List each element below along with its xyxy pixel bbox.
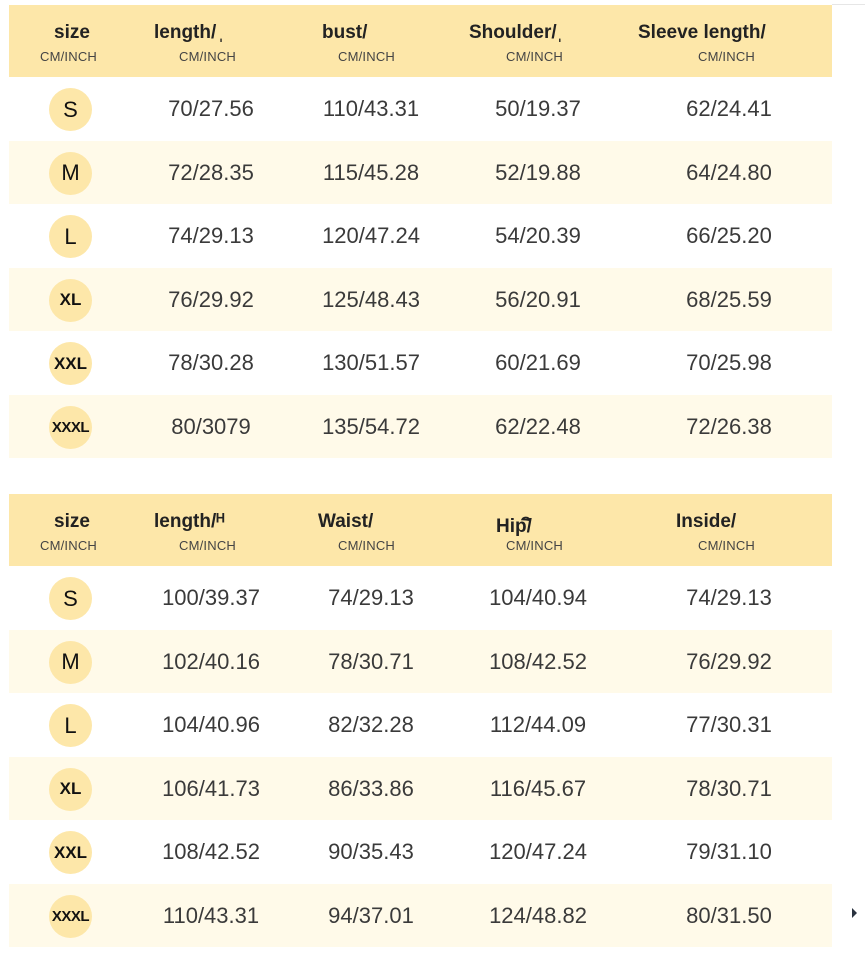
- play-arrow-icon[interactable]: [852, 908, 857, 918]
- header-label: Inside/: [676, 511, 737, 532]
- header-unit: CM/INCH: [506, 538, 564, 553]
- header-unit: CM/INCH: [338, 49, 396, 64]
- header-sleeve-length: [638, 5, 828, 77]
- hip-value: 112/44.09: [489, 712, 587, 737]
- table-row: [9, 693, 832, 757]
- sleeve-length-value: 68/25.59: [686, 286, 772, 312]
- table-row: [9, 331, 832, 395]
- header-label: Waist/: [318, 511, 374, 532]
- header-size: [9, 5, 129, 77]
- header-bust: [322, 5, 462, 77]
- length-value: 76/29.92: [168, 286, 254, 312]
- size-badge: L: [49, 704, 92, 747]
- sleeve-length-value: 70/25.98: [686, 350, 772, 375]
- length-value: 78/30.28: [168, 350, 254, 375]
- size-badge: XL: [49, 768, 92, 811]
- header-label: Sleeve length/: [638, 22, 766, 43]
- inside-value: 77/30.31: [686, 712, 772, 737]
- top-size-table: [9, 5, 832, 458]
- table-row: [9, 204, 832, 268]
- size-badge: S: [49, 577, 92, 620]
- table-row: [9, 757, 832, 821]
- size-badge: XXL: [49, 342, 92, 385]
- bottom-size-table: [9, 494, 832, 947]
- inside-value: 78/30.71: [686, 775, 772, 801]
- sleeve-length-value: 72/26.38: [686, 413, 772, 439]
- shoulder-value: 54/20.39: [495, 223, 581, 248]
- length-value: 102/40.16: [162, 648, 260, 674]
- size-badge: XXXL: [49, 406, 92, 449]
- header-unit: CM/INCH: [179, 538, 237, 553]
- waist-value: 86/33.86: [328, 775, 414, 801]
- table-row: [9, 77, 832, 141]
- hip-value: 116/45.67: [489, 775, 587, 801]
- bust-value: 130/51.57: [322, 350, 420, 375]
- size-badge: S: [49, 88, 92, 131]
- length-value: 70/27.56: [168, 96, 254, 121]
- header-length: [154, 5, 294, 77]
- waist-value: 94/37.01: [328, 902, 414, 928]
- length-value: 104/40.96: [162, 712, 260, 737]
- header-label: size: [54, 511, 90, 532]
- inside-value: 80/31.50: [686, 902, 772, 928]
- header-label: size: [54, 22, 90, 43]
- header-label: Hip/ิ: [496, 516, 532, 537]
- table-header: [9, 5, 832, 77]
- inside-value: 79/31.10: [686, 839, 772, 864]
- length-value: 72/28.35: [168, 159, 254, 185]
- header-length: [154, 494, 294, 566]
- header-shoulder: [469, 5, 619, 77]
- table-row: [9, 630, 832, 694]
- header-label: Shoulder/ˌ: [469, 22, 563, 43]
- table-row: [9, 268, 832, 332]
- waist-value: 82/32.28: [328, 712, 414, 737]
- hip-value: 120/47.24: [489, 839, 587, 864]
- table-row: [9, 820, 832, 884]
- length-value: 108/42.52: [162, 839, 260, 864]
- shoulder-value: 56/20.91: [495, 286, 581, 312]
- header-unit: CM/INCH: [40, 538, 98, 553]
- header-label: length/ ˌ: [154, 22, 225, 43]
- inside-value: 76/29.92: [686, 648, 772, 674]
- header-unit: CM/INCH: [40, 49, 98, 64]
- shoulder-value: 62/22.48: [495, 413, 581, 439]
- length-value: 100/39.37: [162, 585, 260, 610]
- header-unit: CM/INCH: [179, 49, 237, 64]
- length-value: 110/43.31: [162, 902, 260, 928]
- length-value: 106/41.73: [162, 775, 260, 801]
- shoulder-value: 50/19.37: [495, 96, 581, 121]
- table-row: [9, 884, 832, 948]
- hip-value: 124/48.82: [489, 902, 587, 928]
- size-badge: XL: [49, 279, 92, 322]
- bust-value: 110/43.31: [322, 96, 420, 121]
- header-waist: [318, 494, 458, 566]
- hip-value: 108/42.52: [489, 648, 587, 674]
- table-row: [9, 566, 832, 630]
- header-size: [9, 494, 129, 566]
- header-unit: CM/INCH: [698, 538, 756, 553]
- waist-value: 90/35.43: [328, 839, 414, 864]
- header-unit: CM/INCH: [698, 49, 756, 64]
- table-header: [9, 494, 832, 566]
- bust-value: 125/48.43: [322, 286, 420, 312]
- table-row: [9, 141, 832, 205]
- bust-value: 120/47.24: [322, 223, 420, 248]
- sleeve-length-value: 66/25.20: [686, 223, 772, 248]
- header-unit: CM/INCH: [506, 49, 564, 64]
- length-value: 74/29.13: [168, 223, 254, 248]
- sleeve-length-value: 64/24.80: [686, 159, 772, 185]
- size-badge: XXXL: [49, 895, 92, 938]
- header-hip: [496, 494, 636, 566]
- table-row: [9, 395, 832, 459]
- inside-value: 74/29.13: [686, 585, 772, 610]
- shoulder-value: 52/19.88: [495, 159, 581, 185]
- waist-value: 78/30.71: [328, 648, 414, 674]
- hip-value: 104/40.94: [489, 585, 587, 610]
- waist-value: 74/29.13: [328, 585, 414, 610]
- header-inside: [676, 494, 826, 566]
- size-badge: L: [49, 215, 92, 258]
- size-badge: XXL: [49, 831, 92, 874]
- bust-value: 115/45.28: [322, 159, 420, 185]
- divider-line: [832, 4, 865, 5]
- shoulder-value: 60/21.69: [495, 350, 581, 375]
- header-label: bust/: [322, 22, 368, 43]
- header-unit: CM/INCH: [338, 538, 396, 553]
- size-badge: M: [49, 152, 92, 195]
- sleeve-length-value: 62/24.41: [686, 96, 772, 121]
- length-value: 80/3079: [171, 413, 251, 439]
- bust-value: 135/54.72: [322, 413, 420, 439]
- size-badge: M: [49, 641, 92, 684]
- header-label: length/ᴴ: [154, 511, 225, 532]
